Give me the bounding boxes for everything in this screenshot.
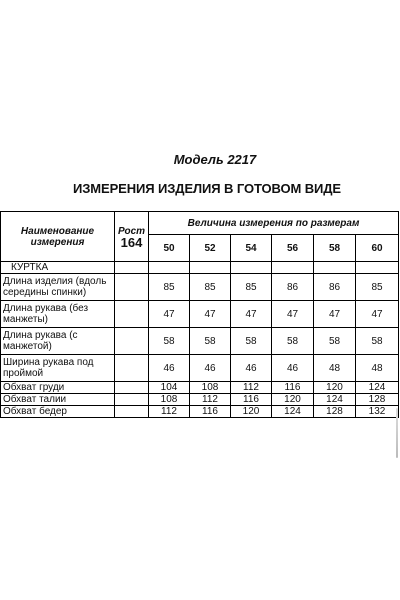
empty-cell xyxy=(115,262,149,274)
cell-value: 112 xyxy=(149,406,190,418)
cell-value: 46 xyxy=(272,355,314,382)
cell-value: 124 xyxy=(272,406,314,418)
row-label: Обхват груди xyxy=(1,382,115,394)
cell-value: 85 xyxy=(190,274,231,301)
measurements-table xyxy=(0,211,399,418)
row-label: Обхват талии xyxy=(1,394,115,406)
table-row xyxy=(1,328,399,355)
row-label: Ширина рукава под проймой xyxy=(1,355,115,382)
cell-value: 116 xyxy=(231,394,272,406)
cell-value: 86 xyxy=(272,274,314,301)
cell-value: 47 xyxy=(149,301,190,328)
cell-value: 58 xyxy=(149,328,190,355)
cell-value: 58 xyxy=(314,328,356,355)
height-column-header xyxy=(115,212,149,262)
page-edge-mark xyxy=(396,408,398,458)
cell-value: 86 xyxy=(314,274,356,301)
size-header: 60 xyxy=(356,235,399,262)
size-header: 56 xyxy=(272,235,314,262)
cell-value: 85 xyxy=(149,274,190,301)
table-row xyxy=(1,394,399,406)
table-row xyxy=(1,301,399,328)
cell-value: 128 xyxy=(356,394,399,406)
cell-value: 128 xyxy=(314,406,356,418)
size-header: 50 xyxy=(149,235,190,262)
height-cell xyxy=(115,274,149,301)
height-cell xyxy=(115,406,149,418)
cell-value: 58 xyxy=(190,328,231,355)
cell-value: 120 xyxy=(272,394,314,406)
row-label: Длина изделия (вдоль середины спинки) xyxy=(1,274,115,301)
cell-value: 116 xyxy=(190,406,231,418)
cell-value: 48 xyxy=(314,355,356,382)
cell-value: 120 xyxy=(231,406,272,418)
cell-value: 85 xyxy=(231,274,272,301)
table-row xyxy=(1,274,399,301)
cell-value: 46 xyxy=(149,355,190,382)
cell-value: 124 xyxy=(314,394,356,406)
cell-value: 124 xyxy=(356,382,399,394)
section-row xyxy=(1,262,399,274)
cell-value: 46 xyxy=(231,355,272,382)
cell-value: 46 xyxy=(190,355,231,382)
table-row xyxy=(1,355,399,382)
size-header: 54 xyxy=(231,235,272,262)
cell-value: 104 xyxy=(149,382,190,394)
height-cell xyxy=(115,328,149,355)
table-row xyxy=(1,406,399,418)
height-cell xyxy=(115,301,149,328)
cell-value: 108 xyxy=(190,382,231,394)
cell-value: 47 xyxy=(231,301,272,328)
section-label: КУРТКА xyxy=(1,262,115,274)
cell-value: 112 xyxy=(190,394,231,406)
height-label: Рост xyxy=(117,225,146,237)
table-header-row xyxy=(1,212,399,235)
empty-cell xyxy=(356,262,399,274)
row-label: Длина рукава (с манжетой) xyxy=(1,328,115,355)
height-cell xyxy=(115,382,149,394)
row-label: Обхват бедер xyxy=(1,406,115,418)
empty-cell xyxy=(314,262,356,274)
cell-value: 58 xyxy=(356,328,399,355)
cell-value: 58 xyxy=(272,328,314,355)
cell-value: 47 xyxy=(190,301,231,328)
cell-value: 47 xyxy=(314,301,356,328)
empty-cell xyxy=(272,262,314,274)
cell-value: 112 xyxy=(231,382,272,394)
height-cell xyxy=(115,394,149,406)
cell-value: 58 xyxy=(231,328,272,355)
model-title: Модель 2217 xyxy=(173,152,257,167)
row-label: Длина рукава (без манжеты) xyxy=(1,301,115,328)
cell-value: 47 xyxy=(272,301,314,328)
cell-value: 120 xyxy=(314,382,356,394)
document-title: ИЗМЕРЕНИЯ ИЗДЕЛИЯ В ГОТОВОМ ВИДЕ xyxy=(73,181,341,196)
size-header: 58 xyxy=(314,235,356,262)
cell-value: 108 xyxy=(149,394,190,406)
empty-cell xyxy=(149,262,190,274)
cell-value: 47 xyxy=(356,301,399,328)
height-cell xyxy=(115,355,149,382)
name-column-header: Наименование измерения xyxy=(1,212,115,262)
cell-value: 132 xyxy=(356,406,399,418)
size-header: 52 xyxy=(190,235,231,262)
empty-cell xyxy=(231,262,272,274)
height-value: 164 xyxy=(120,234,143,250)
cell-value: 48 xyxy=(356,355,399,382)
cell-value: 85 xyxy=(356,274,399,301)
table-row xyxy=(1,382,399,394)
sizes-range-header: Величина измерения по размерам xyxy=(149,212,399,235)
empty-cell xyxy=(190,262,231,274)
cell-value: 116 xyxy=(272,382,314,394)
